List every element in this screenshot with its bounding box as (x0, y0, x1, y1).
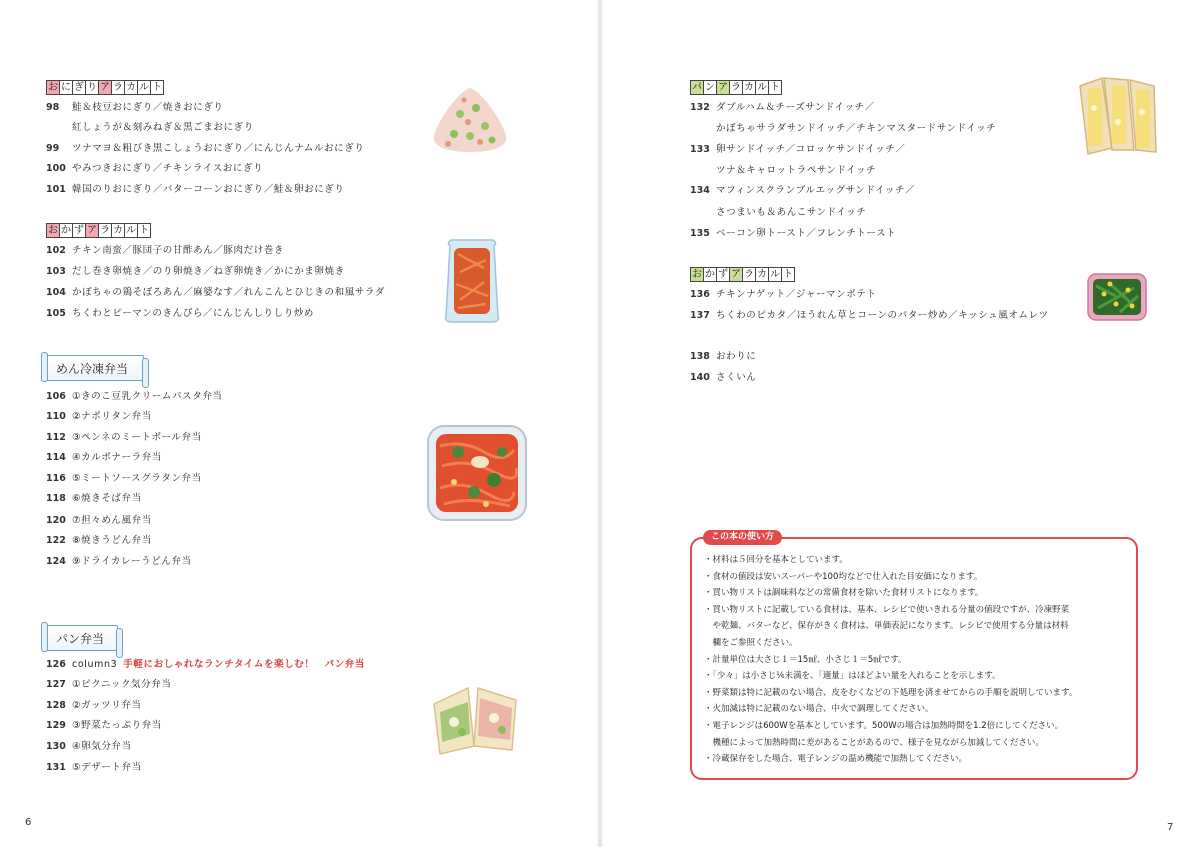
page-number-left: 6 (25, 817, 32, 828)
header-char: カ (744, 82, 754, 93)
how-to-use-line: ・買い物リストに記載している食材は、基本、レシピで使いきれる分量の値段ですが、冷凍野菜 (704, 605, 1070, 615)
page-number-right: 7 (1167, 822, 1174, 833)
toc-entry[interactable] (690, 122, 996, 135)
sandwich-photo-left (428, 682, 524, 756)
header-char: ラ (113, 82, 123, 93)
toc-entry[interactable] (46, 534, 152, 547)
toc-entry[interactable] (46, 307, 314, 320)
header-char: ト (770, 82, 780, 93)
how-to-use-line: ・電子レンジは600Wを基本としています。500Wの場合は加熱時間を1.2倍にしてください。 (704, 721, 1064, 731)
header-char: ラ (744, 269, 754, 280)
banner-curl (41, 352, 48, 382)
toc-entry-title: さつまいも＆あんこサンドイッチ (716, 207, 867, 218)
toc-entry-title: 韓国のりおにぎり／バターコーンおにぎり／鮭＆卵おにぎり (72, 184, 345, 195)
toc-entry-title: ④カルボナーラ弁当 (72, 452, 162, 463)
toc-entry[interactable] (46, 265, 345, 278)
toc-entry-title: ⑧焼きうどん弁当 (72, 535, 152, 546)
how-to-use-line: ・野菜類は特に記載のない場合、皮をむくなどの下処理を済ませてからの手順を説明しています。 (704, 688, 1078, 698)
header-char: り (87, 82, 97, 93)
toc-page-number: 134 (690, 185, 710, 196)
page-gutter (596, 0, 604, 847)
header-char: カ (126, 82, 136, 93)
toc-page-number: 124 (46, 556, 66, 567)
header-char: カ (113, 225, 123, 236)
toc-entry-title: チキンナゲット／ジャーマンポテト (716, 289, 877, 300)
toc-entry[interactable] (46, 142, 364, 155)
header-char: パ (692, 82, 702, 93)
pan-alacarte-section-header (690, 80, 781, 94)
toc-entry[interactable] (690, 206, 866, 219)
toc-page-number: 114 (46, 452, 66, 463)
toc-entry[interactable] (46, 740, 132, 753)
toc-entry[interactable] (46, 101, 224, 114)
how-to-use-line: や乾麺、バターなど、保存がきく食材は、単価表記になります。レシピで使用する分量は材料 (704, 621, 1069, 631)
toc-entry-title: おわりに (716, 351, 757, 362)
how-to-use-line: ・食材の値段は安いスーパーや100均などで仕入れた目安価になります。 (704, 572, 983, 582)
column-label: column3 (72, 659, 118, 670)
toc-entry-title: ②ナポリタン弁当 (72, 411, 152, 422)
toc-page-number: 128 (46, 700, 66, 711)
toc-entry-title: ツナ＆キャロットラペサンドイッチ (716, 165, 877, 176)
banner-curl (116, 628, 123, 658)
how-to-use-line: ・冷蔵保存をした場合、電子レンジの温め機能で加熱してください。 (704, 754, 968, 764)
men-section-banner (46, 355, 144, 381)
pan-section-banner (46, 625, 118, 651)
toc-entry[interactable] (46, 410, 152, 423)
toc-entry[interactable] (690, 164, 876, 177)
toc-page-number: 118 (46, 493, 66, 504)
toc-entry-title: やみつきおにぎり／チキンライスおにぎり (72, 163, 264, 174)
toc-entry-title: ④卵気分弁当 (72, 741, 132, 752)
toc-entry[interactable] (690, 371, 756, 384)
header-char: お (48, 82, 58, 93)
toc-entry[interactable] (46, 699, 142, 712)
banner-curl (41, 622, 48, 652)
toc-entry[interactable] (690, 309, 1049, 322)
toc-entry-title: だし巻き卵焼き／のり卵焼き／ねぎ卵焼き／かにかま卵焼き (72, 266, 345, 277)
toc-page-number: 127 (46, 679, 66, 690)
toc-entry[interactable] (690, 101, 875, 114)
column-highlight-title: 手軽におしゃれなランチタイムを楽しむ！ パン弁当 (123, 659, 366, 670)
header-char: カ (757, 269, 767, 280)
toc-entry-title: ①きのこ豆乳クリームパスタ弁当 (72, 391, 223, 402)
toc-page-number: 106 (46, 391, 66, 402)
toc-entry-title: ベーコン卵トースト／フレンチトースト (716, 228, 897, 239)
toc-entry[interactable] (690, 288, 877, 301)
toc-entry[interactable] (46, 719, 162, 732)
header-char: ず (718, 269, 728, 280)
toc-entry[interactable] (46, 390, 223, 403)
header-char: ル (139, 82, 149, 93)
header-char: に (61, 82, 71, 93)
banner-title: パン弁当 (56, 632, 105, 646)
toc-entry[interactable] (46, 121, 254, 134)
toc-entry[interactable] (46, 451, 162, 464)
toc-entry[interactable] (46, 162, 263, 175)
toc-entry-title: かぼちゃの鶏そぼろあん／麻婆なす／れんこんとひじきの和風サラダ (72, 287, 386, 298)
toc-page-number: 130 (46, 741, 66, 752)
toc-entry-title: ツナマヨ＆粗びき黒こしょうおにぎり／にんじんナムルおにぎり (72, 143, 365, 154)
onigiri-photo (430, 84, 510, 154)
toc-entry-title: 卵サンドイッチ／コロッケサンドイッチ／ (716, 144, 906, 155)
toc-entry-title: チキン南蛮／豚団子の甘酢あん／豚肉だけ巻き (72, 245, 285, 256)
okazu-section-header (46, 223, 150, 237)
toc-page-number: 135 (690, 228, 710, 239)
how-to-use-title: この本の使い方 (703, 530, 782, 545)
toc-page-number: 138 (690, 351, 710, 362)
toc-entry[interactable] (46, 183, 345, 196)
toc-page-number: 129 (46, 720, 66, 731)
toc-entry[interactable] (690, 227, 896, 240)
header-char: ア (87, 225, 97, 236)
toc-page-number: 120 (46, 515, 66, 526)
toc-page-number: 131 (46, 762, 66, 773)
toc-entry[interactable] (690, 350, 756, 363)
header-char: お (48, 225, 58, 236)
toc-page-number: 132 (690, 102, 710, 113)
header-char: ラ (100, 225, 110, 236)
okazu-right-section-header (690, 267, 794, 281)
sandwich-photo-right (1072, 72, 1162, 158)
header-char: ト (152, 82, 162, 93)
toc-entry-title: ⑦担々めん風弁当 (72, 515, 152, 526)
toc-entry[interactable] (690, 184, 915, 197)
toc-entry[interactable] (46, 431, 202, 444)
toc-entry-title: さくいん (716, 372, 757, 383)
toc-page-number: 137 (690, 310, 710, 321)
header-char: ト (139, 225, 149, 236)
header-char: ト (783, 269, 793, 280)
toc-entry-title: ちくわとピーマンのきんぴら／にんじんしりしり炒め (72, 308, 315, 319)
header-char: ル (126, 225, 136, 236)
header-char: ア (718, 82, 728, 93)
how-to-use-line: ・火加減は特に記載のない場合、中火で調理してください。 (704, 704, 934, 714)
header-char: ア (731, 269, 741, 280)
toc-entry-title: マフィンスクランブルエッグサンドイッチ／ (716, 185, 916, 196)
toc-entry[interactable] (46, 761, 142, 774)
toc-entry-title: ⑤ミートソースグラタン弁当 (72, 473, 202, 484)
header-char: か (705, 269, 715, 280)
toc-page-number: 102 (46, 245, 66, 256)
toc-page-number: 116 (46, 473, 66, 484)
header-char: か (61, 225, 71, 236)
how-to-use-line: ・買い物リストは調味料などの常備食材を除いた食材リストになります。 (704, 588, 984, 598)
how-to-use-line: 機種によって加熱時間に差があることがあるので、様子を見ながら加減してください。 (704, 738, 1044, 748)
toc-entry-title: ⑤デザート弁当 (72, 762, 142, 773)
napolitan-photo (424, 422, 530, 524)
toc-page-number: 104 (46, 287, 66, 298)
toc-entry[interactable] (46, 555, 192, 568)
toc-entry[interactable] (46, 244, 284, 257)
toc-entry[interactable] (46, 492, 142, 505)
header-char: お (692, 269, 702, 280)
toc-page-number: 105 (46, 308, 66, 319)
header-char: ル (757, 82, 767, 93)
toc-entry-title: ②ガッツリ弁当 (72, 700, 142, 711)
toc-page-number: 133 (690, 144, 710, 155)
header-char: ラ (731, 82, 741, 93)
toc-page-number: 98 (46, 102, 60, 113)
toc-entry-title: ⑨ドライカレーうどん弁当 (72, 556, 192, 567)
toc-entry[interactable] (46, 286, 385, 299)
toc-entry-column[interactable] (46, 658, 365, 671)
toc-entry[interactable] (690, 143, 905, 156)
banner-title: めん冷凍弁当 (56, 362, 129, 376)
how-to-use-line: ・計量単位は大さじ１＝15㎖、小さじ１＝5㎖です。 (704, 655, 907, 665)
toc-page-number: 126 (46, 659, 66, 670)
how-to-use-line: ・「少々」は小さじ⅙未満を、「適量」はほどよい量を入れることを示します。 (704, 671, 1001, 681)
toc-page-number: 101 (46, 184, 66, 195)
toc-entry[interactable] (46, 678, 171, 691)
toc-page-number: 103 (46, 266, 66, 277)
banner-curl (142, 358, 149, 388)
toc-entry-title: ①ピクニック気分弁当 (72, 679, 172, 690)
header-char: ン (705, 82, 715, 93)
toc-page-number: 136 (690, 289, 710, 300)
toc-entry-title: ③野菜たっぷり弁当 (72, 720, 162, 731)
header-char: ル (770, 269, 780, 280)
toc-entry[interactable] (46, 472, 202, 485)
toc-entry-title: ダブルハム＆チーズサンドイッチ／ (716, 102, 875, 113)
header-char: ア (100, 82, 110, 93)
how-to-use-line: ・材料は５回分を基本としています。 (704, 555, 848, 565)
toc-page-number: 112 (46, 432, 66, 443)
header-char: ず (74, 225, 84, 236)
how-to-use-line: 欄をご参照ください。 (704, 638, 798, 648)
toc-entry-title: ③ペンネのミートボール弁当 (72, 432, 202, 443)
toc-page-number: 99 (46, 143, 60, 154)
toc-entry-title: かぼちゃサラダサンドイッチ／チキンマスタードサンドイッチ (716, 123, 997, 134)
toc-entry-title: 鮭＆枝豆おにぎり／焼きおにぎり (72, 102, 224, 113)
toc-page-number: 110 (46, 411, 66, 422)
header-char: ぎ (74, 82, 84, 93)
toc-entry-title: 紅しょうが＆刻みねぎ＆黒ごまおにぎり (72, 122, 254, 133)
okazu-cup-photo (444, 238, 500, 324)
onigiri-section-header (46, 80, 163, 94)
toc-entry[interactable] (46, 514, 152, 527)
toc-page-number: 140 (690, 372, 710, 383)
toc-page-number: 122 (46, 535, 66, 546)
toc-entry-title: ちくわのピカタ／ほうれん草とコーンのバター炒め／キッシュ風オムレツ (716, 310, 1049, 321)
toc-entry-title: ⑥焼きそば弁当 (72, 493, 142, 504)
toc-page-number: 100 (46, 163, 66, 174)
spinach-corn-photo (1086, 272, 1148, 322)
